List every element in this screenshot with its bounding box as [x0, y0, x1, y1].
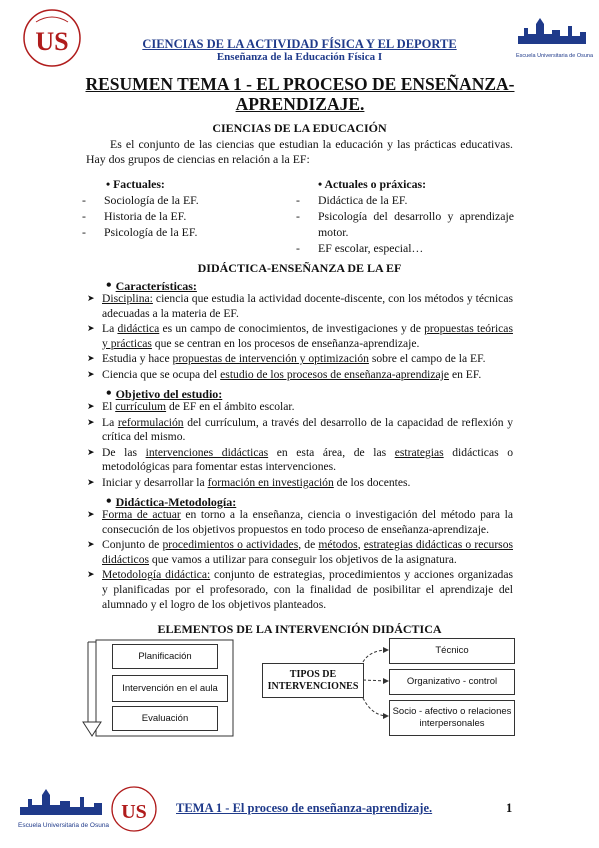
list-item: ➤ Estudia y hace propuestas de intervención y optimización sobre el campo de la EF. [88, 352, 513, 367]
stage-evaluacion: Evaluación [112, 706, 218, 731]
list-item: ➤ Ciencia que se ocupa del estudio de los procesos de enseñanza-aprendizaje en EF. [88, 368, 513, 383]
list-item: - Psicología de la EF. [104, 224, 286, 240]
actuales-heading: • Actuales o práxicas: [318, 177, 427, 191]
list-item: - EF escolar, especial… [318, 240, 514, 256]
list-item: - Psicología del desarrollo y aprendizaje motor. [318, 208, 514, 240]
footer-university-logo [110, 785, 158, 833]
section-heading-didactica: DIDÁCTICA-ENSEÑANZA DE LA EF [197, 261, 402, 275]
footer-osuna-logo [18, 787, 110, 835]
list-item: ➤ De las intervenciones didácticas en esta área, de las estrategias didácticas o metodológicas para fomentar estas intervenciones. [88, 446, 513, 475]
type-socio-afectivo: Socio - afectivo o relaciones interpersonales [389, 700, 515, 736]
type-tecnico: Técnico [389, 638, 515, 664]
section-heading-elementos: ELEMENTOS DE LA INTERVENCIÓN DIDÁCTICA [157, 622, 442, 636]
type-organizativo: Organizativo - control [389, 669, 515, 695]
stage-intervencion: Intervención en el aula [112, 675, 228, 702]
objetivo-heading: • Objetivo del estudio: [106, 385, 223, 402]
ciencias-intro: Es el conjunto de las ciencias que estudian la educación y las prácticas educativas. Hay dos grupos de ciencias en relación a la EF: [86, 137, 513, 166]
osuna-logo-text: Escuela Universitaria de Osuna [516, 53, 594, 59]
header-course: Enseñanza de la Educación Física I [216, 51, 383, 63]
list-item: ➤ Conjunto de procedimientos o actividades, de métodos, estrategias didácticas o recursos didácticos que vamos a utilizar para conseguir los objetivos de la asignatura. [88, 538, 513, 567]
page-title: RESUMEN TEMA 1 - EL PROCESO DE ENSEÑANZA-APRENDIZAJE. [85, 74, 515, 114]
footer-title: TEMA 1 - El proceso de enseñanza-aprendizaje. [176, 801, 433, 815]
list-item: - Didáctica de la EF. [318, 192, 514, 208]
list-item: ➤ Forma de actuar en torno a la enseñanza, ciencia o investigación del método para la consecución de los objetivos propuestos en todo proceso de enseñanza-aprendizaje. [88, 508, 513, 537]
list-item: ➤ El currículum de EF en el ámbito escolar. [88, 400, 513, 415]
list-item: - Historia de la EF. [104, 208, 286, 224]
list-item: ➤ La reformulación del currículum, a través del desarrollo de la capacidad de reflexión y crítica del mismo. [88, 416, 513, 445]
svg-text:US: US [35, 27, 69, 56]
list-item: ➤ Disciplina: ciencia que estudia la actividad docente-discente, con los métodos y técnicas adecuadas a la materia de EF. [88, 292, 513, 321]
section-heading-ciencias: CIENCIAS DE LA EDUCACIÓN [212, 121, 387, 135]
metodologia-heading: • Didáctica-Metodología: [106, 493, 237, 510]
list-item: ➤ La didáctica es un campo de conocimientos, de investigaciones y de propuestas teóricas y prácticas que se centran en los procesos de enseñanza-aprendizaje. [88, 322, 513, 351]
caracteristicas-heading: • Características: [106, 277, 197, 294]
svg-text:US: US [121, 801, 147, 823]
factuales-heading: • Factuales: [106, 177, 165, 191]
list-item: ➤ Metodología didáctica: conjunto de estrategias, procedimientos y acciones organizadas y planificadas por el profesorado, con la finalidad de posibilitar el aprendizaje del alumnado y el logro de los objetivos planteados. [88, 568, 513, 612]
stage-planificacion: Planificación [112, 644, 218, 669]
tipos-intervenciones-box: TIPOS DE INTERVENCIONES [262, 663, 364, 698]
list-item: ➤ Iniciar y desarrollar la formación en investigación de los docentes. [88, 476, 513, 491]
page-number: 1 [506, 801, 513, 815]
header-program: CIENCIAS DE LA ACTIVIDAD FÍSICA Y EL DEPORTE [142, 37, 457, 51]
footer-osuna-logo-text: Escuela Universitaria de Osuna [18, 822, 110, 829]
list-item: - Sociología de la EF. [104, 192, 286, 208]
